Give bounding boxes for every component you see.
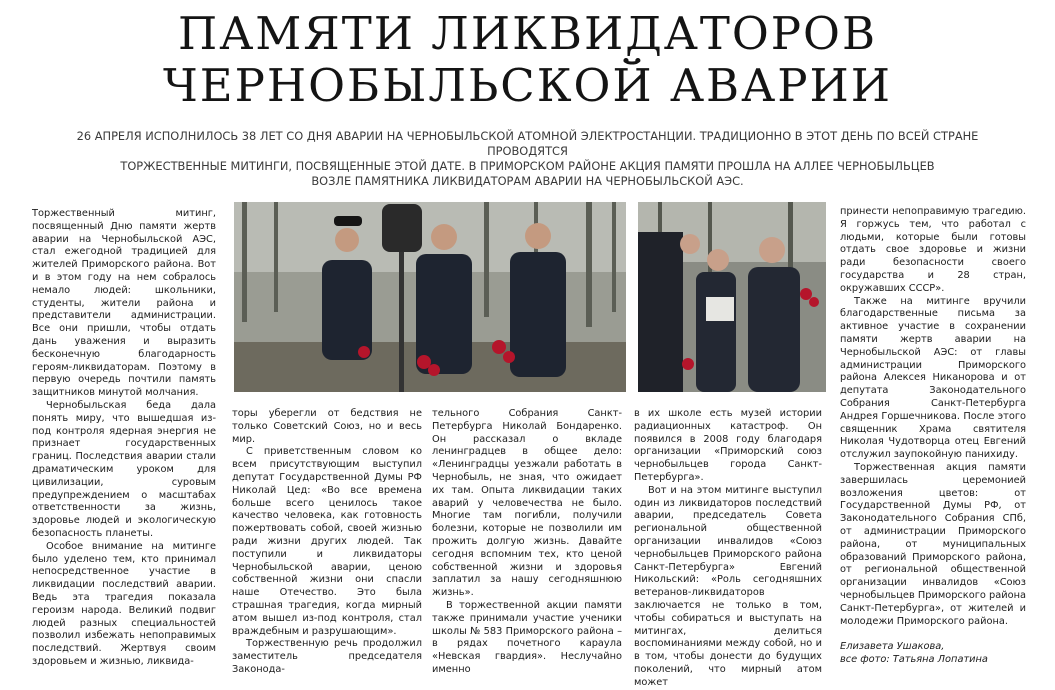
article-title	[0, 8, 1055, 112]
text-column-1	[32, 208, 216, 669]
lead-line: ТОРЖЕСТВЕННЫЕ МИТИНГИ, ПОСВЯЩЕННЫЕ ЭТОЙ ДАТЕ. В ПРИМОРСКОМ РАЙОНЕ АКЦИЯ ПАМЯТИ ПРОШЛА НА АЛЛЕЕ ЧЕРНОБЫЛЬЦЕВ	[120, 159, 935, 173]
title-line-1: ПАМЯТИ ЛИКВИДАТОРОВ	[177, 7, 878, 60]
text-column-3	[432, 408, 622, 677]
paragraph: Чернобыльская беда дала понять миру, что вышедшая из-под контроля ядерная энергия не признает государственных границ. Последствия аварии стали драматическим уроком для цивилизации, суровым предупреждением о масштабах ответственности за жизнь, здоровье людей и экологическую безопасность планеты.	[32, 399, 216, 539]
article-lead	[60, 129, 995, 189]
paragraph: принести непоправимую трагедию. Я горжусь тем, что работал с людьми, которые были готовы отдать свое здоровье и жизни ради безопасности своего государства и 28 стран, окружавших СССР».	[840, 206, 1026, 294]
paragraph: Торжественный митинг, посвященный Дню памяти жертв аварии на Чернобыльской АЭС, стал ежегодной традицией для жителей Приморского района. Вот и в этом году на нем собралось немало людей: школьники, студенты, жители района и представители администрации. Все они пришли, чтобы отдать дань уважения и выразить бесконечную благодарность героям-ликвидаторам. Поэтому в первую очередь почтили память защитников минутой молчания.	[32, 208, 216, 399]
article-byline	[840, 640, 1026, 666]
paragraph: тельного Собрания Санкт-Петербурга Николай Бондаренко. Он рассказал о вкладе ленинградцев в общее дело: «Ленинградцы уезжали работать в Чернобыль, не зная, что ожидает их там. Опыта ликвидации таких аварий у человечества не было. Многие там погибли, получили болезни, которые не позволили им прожить долгую жизнь. Давайте сегодня вспомним тех, кто ценой собственной жизни и здоровья заплатил за нашу сегодняшнюю жизнь».	[432, 408, 622, 599]
photo-letters-presentation	[638, 202, 826, 392]
paragraph: Также на митинге вручили благодарственные письма за активное участие в сохранении памяти жертв аварии на Чернобыльской АЭС: от главы администрации Приморского района Алексея Никанорова и от депутата Законодательного Собрания Санкт-Петербурга Андрея Горшечникова. После этого священник Храма святителя Николая Чудотворца отец Евгений отслужил заупокойную панихиду.	[840, 295, 1026, 461]
paragraph: торы уберегли от бедствия не только Советский Союз, но и весь мир.	[232, 408, 422, 445]
lead-line: 26 АПРЕЛЯ ИСПОЛНИЛОСЬ 38 ЛЕТ СО ДНЯ АВАРИИ НА ЧЕРНОБЫЛЬСКОЙ АТОМНОЙ ЭЛЕКТРОСТАНЦИИ. ТРАДИЦИОННО В ЭТОТ ДЕНЬ ПО ВСЕЙ СТРАНЕ ПРОВОДЯТСЯ	[76, 129, 979, 158]
paragraph: Особое внимание на митинге было уделено тем, кто принимал непосредственное участие в ликвидации последствий аварии. Ведь эта трагедия показала героизм народа. Великий подвиг людей разных специальностей позволил избежать непоправимых последствий. Жертвуя своим здоровьем и жизнью, ликвида-	[32, 540, 216, 667]
text-column-5	[840, 206, 1026, 628]
paragraph: в их школе есть музей истории радиационных катастроф. Он появился в 2008 году благодаря организации «Приморский союз чернобыльцев города Санкт-Петербурга».	[634, 408, 822, 483]
author-name: Елизавета Ушакова,	[840, 641, 945, 652]
title-line-2: ЧЕРНОБЫЛЬСКОЙ АВАРИИ	[163, 59, 892, 112]
text-column-2	[232, 408, 422, 677]
paragraph: Торжественную речь продолжил заместитель председателя Законода-	[232, 638, 422, 675]
paragraph: В торжественной акции памяти также принимали участие ученики школы № 583 Приморского района – в рядах почетного караула «Невская гвардия». Неслучайно именно	[432, 599, 622, 675]
paragraph: Торжественная акция памяти завершилась церемонией возложения цветов: от Государственной Думы РФ, от Законодательного Собрания СПб, от администрации Приморского района, от муниципальных образований Приморского района, от региональной общественной организации инвалидов «Союз чернобыльцев Приморского района Санкт-Петербурга», от жителей и молодежи Приморского района.	[840, 461, 1026, 627]
text-column-4	[634, 408, 822, 690]
photo-officials-at-memorial	[234, 202, 626, 392]
photo-credit: все фото: Татьяна Лопатина	[840, 654, 988, 665]
lead-line: ВОЗЛЕ ПАМЯТНИКА ЛИКВИДАТОРАМ АВАРИИ НА ЧЕРНОБЫЛЬСКОЙ АЭС.	[311, 174, 744, 188]
paragraph: С приветственным словом ко всем присутствующим выступил депутат Государственной Думы РФ Николай Цед: «Во все времена больше всего ценилось такое качество человека, как готовность пожертвовать собой, своей жизнью ради жизни других людей. Так поступили и ликвидаторы Чернобыльской аварии, ценою собственной жизни они спасли наше Отечество. Это была страшная трагедия, когда мирный атом вышел из-под контроля, стал враждебным и разрушающим».	[232, 446, 422, 637]
paragraph: Вот и на этом митинге выступил один из ликвидаторов последствий аварии, председатель Совета региональной общественной организации инвалидов «Союз чернобыльцев Приморского района Санкт-Петербурга» Евгений Никольский: «Роль сегодняшних ветеранов-ликвидаторов заключается не только в том, чтобы собираться и выступать на митингах, делиться воспоминаниями между собой, но и в том, чтобы донести до будущих поколений, что мирный атом может	[634, 484, 822, 688]
